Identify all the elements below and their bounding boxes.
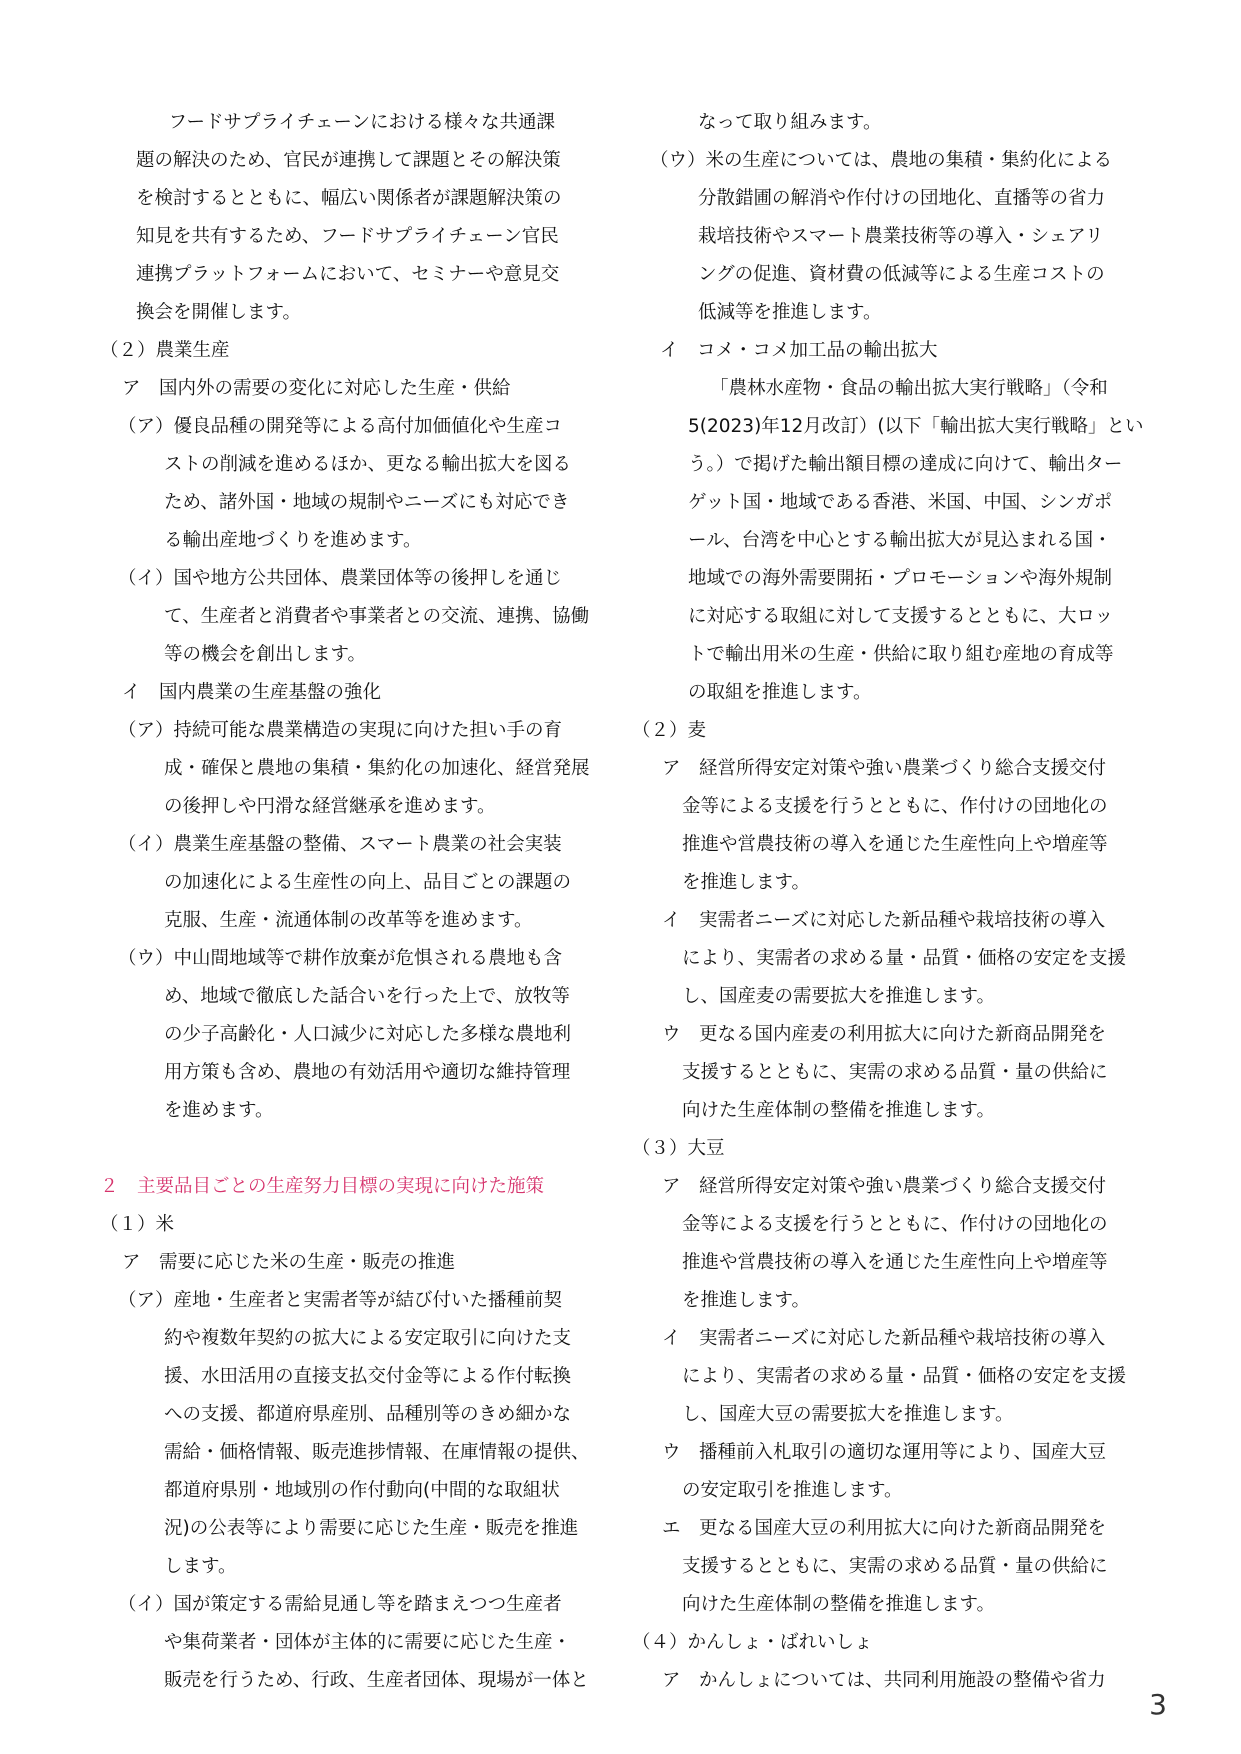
text-line: （ア）持続可能な農業構造の実現に向けた担い手の育 [118,720,563,741]
text-line: に対応する取組に対して支援するとともに、大ロッ [688,606,1114,627]
text-line: を検討するとともに、幅広い関係者が課題解決策の [136,188,562,209]
left-column [100,104,608,1700]
text-line: （ア）産地・生産者と実需者等が結び付いた播種前契 [118,1290,563,1311]
text-line: 向けた生産体制の整備を推進します。 [682,1100,996,1121]
text-line: ゲット国・地域である香港、米国、中国、シンガポ [688,492,1113,513]
text-line: ストの削減を進めるほか、更なる輸出拡大を図る [164,454,572,475]
text-line: を推進します。 [682,1290,811,1311]
text-line: 換会を開催します。 [136,302,302,323]
text-line: トで輸出用米の生産・供給に取り組む産地の育成等 [688,644,1114,665]
text-line: （２）麦 [632,720,707,741]
text-line: 連携プラットフォームにおいて、セミナーや意見交 [136,264,560,285]
text-line: し、国産大豆の需要拡大を推進します。 [682,1404,1014,1425]
text-line: ため、諸外国・地域の規制やニーズにも対応でき [164,492,570,513]
text-line: 克服、生産・流通体制の改革等を進めます。 [164,910,533,931]
text-line: し、国産麦の需要拡大を推進します。 [682,986,996,1007]
text-line: 支援するとともに、実需の求める品質・量の供給に [682,1556,1108,1577]
text-line: 況)の公表等により需要に応じた生産・販売を推進 [164,1518,579,1539]
text-line: 「農林水産物・食品の輸出拡大実行戦略」（令和 [710,378,1108,399]
text-line: 栽培技術やスマート農業技術等の導入・シェアリ [698,226,1104,247]
text-line: 地域での海外需要開拓・プロモーションや海外規制 [688,568,1113,589]
text-line: ア かんしょについては、共同利用施設の整備や省力 [662,1670,1106,1691]
text-line: （ウ）中山間地域等で耕作放棄が危惧される農地も含 [118,948,563,969]
text-line: （イ）国が策定する需給見通し等を踏まえつつ生産者 [118,1594,562,1615]
text-line: 支援するとともに、実需の求める品質・量の供給に [682,1062,1108,1083]
text-line: 題の解決のため、官民が連携して課題とその解決策 [136,150,561,171]
text-line: 金等による支援を行うとともに、作付けの団地化の [682,796,1108,817]
text-line: イ コメ・コメ加工品の輸出拡大 [660,340,938,361]
text-line: フードサプライチェーンにおける様々な共通課 [150,112,555,133]
text-line: （２）農業生産 [100,340,230,361]
text-line: ウ 更なる国内産麦の利用拡大に向けた新商品開発を [662,1024,1107,1045]
text-line: の後押しや円滑な経営継承を進めます。 [164,796,496,817]
text-line: の安定取引を推進します。 [682,1480,903,1501]
text-line: 援、水田活用の直接支払交付金等による作付転換 [164,1366,572,1387]
text-line: により、実需者の求める量・品質・価格の安定を支援 [682,948,1127,969]
text-line: る輸出産地づくりを進めます。 [164,530,422,551]
text-line: （イ）国や地方公共団体、農業団体等の後押しを通じ [118,568,563,589]
text-line: ア 経営所得安定対策や強い農業づくり総合支援交付 [662,758,1107,779]
text-line: 金等による支援を行うとともに、作付けの団地化の [682,1214,1108,1235]
text-line: や集荷業者・団体が主体的に需要に応じた生産・ [164,1632,572,1653]
text-line: ア 国内外の需要の変化に対応した生産・供給 [122,378,511,399]
text-line: （ア）優良品種の開発等による高付加価値化や生産コ [118,416,563,437]
blank-line [108,1130,608,1168]
text-line: う。）で掲げた輸出額目標の達成に向けて、輸出ター [688,454,1123,475]
text-line: 約や複数年契約の拡大による安定取引に向けた支 [164,1328,572,1349]
text-line: （３）大豆 [632,1138,725,1159]
text-line: ２ 主要品目ごとの生産努力目標の実現に向けた施策 [100,1176,545,1197]
text-line: を推進します。 [682,872,811,893]
text-line: の取組を推進します。 [688,682,872,703]
text-line: 等の機会を創出します。 [164,644,367,665]
text-line: 5(2023)年12月改訂）(以下「輸出拡大実行戦略」とい [688,416,1144,437]
text-line: て、生産者と消費者や事業者との交流、連携、協働 [164,606,590,627]
text-line: 向けた生産体制の整備を推進します。 [682,1594,996,1615]
text-line: ア 経営所得安定対策や強い農業づくり総合支援交付 [662,1176,1107,1197]
text-line: なって取り組みます。 [698,112,882,133]
text-line: 推進や営農技術の導入を通じた生産性向上や増産等 [682,1252,1108,1273]
text-line: 推進や営農技術の導入を通じた生産性向上や増産等 [682,834,1108,855]
text-line: 知見を共有するため、フードサプライチェーン官民 [136,226,559,247]
text-line: ングの促進、資材費の低減等による生産コストの [698,264,1105,285]
text-line: 需給・価格情報、販売進捗情報、在庫情報の提供、 [164,1442,590,1463]
text-line: 成・確保と農地の集積・集約化の加速化、経営発展 [164,758,590,779]
text-line: 用方策も含め、農地の有効活用や適切な維持管理 [164,1062,571,1083]
text-line: （１）米 [100,1214,175,1235]
text-line: の少子高齢化・人口減少に対応した多様な農地利 [164,1024,572,1045]
text-line: イ 実需者ニーズに対応した新品種や栽培技術の導入 [662,910,1106,931]
text-line: 都道府県別・地域別の作付動向(中間的な取組状 [164,1480,560,1501]
text-line: イ 国内農業の生産基盤の強化 [122,682,382,703]
text-line: への支援、都道府県産別、品種別等のきめ細かな [164,1404,572,1425]
text-line: 販売を行うため、行政、生産者団体、現場が一体と [164,1670,589,1691]
text-line: エ 更なる国産大豆の利用拡大に向けた新商品開発を [662,1518,1107,1539]
text-line: め、地域で徹底した話合いを行った上で、放牧等 [164,986,570,1007]
page-number: 3 [1149,1688,1167,1721]
text-line: イ 実需者ニーズに対応した新品種や栽培技術の導入 [662,1328,1106,1349]
text-line: （イ）農業生産基盤の整備、スマート農業の社会実装 [118,834,562,855]
right-column [632,104,1144,1700]
text-line: ウ 播種前入札取引の適切な運用等により、国産大豆 [662,1442,1107,1463]
text-line: を進めます。 [164,1100,274,1121]
text-line: します。 [164,1556,237,1577]
text-line: ア 需要に応じた米の生産・販売の推進 [122,1252,456,1273]
text-line: （ウ）米の生産については、農地の集積・集約化による [650,150,1113,171]
text-line: により、実需者の求める量・品質・価格の安定を支援 [682,1366,1127,1387]
text-line: の加速化による生産性の向上、品目ごとの課題の [164,872,572,893]
text-line: （４）かんしょ・ばれいしょ [632,1632,873,1653]
text-line: 分散錯圃の解消や作付けの団地化、直播等の省力 [698,188,1106,209]
text-line: ール、台湾を中心とする輸出拡大が見込まれる国・ [688,530,1112,551]
text-line: 低減等を推進します。 [698,302,882,323]
